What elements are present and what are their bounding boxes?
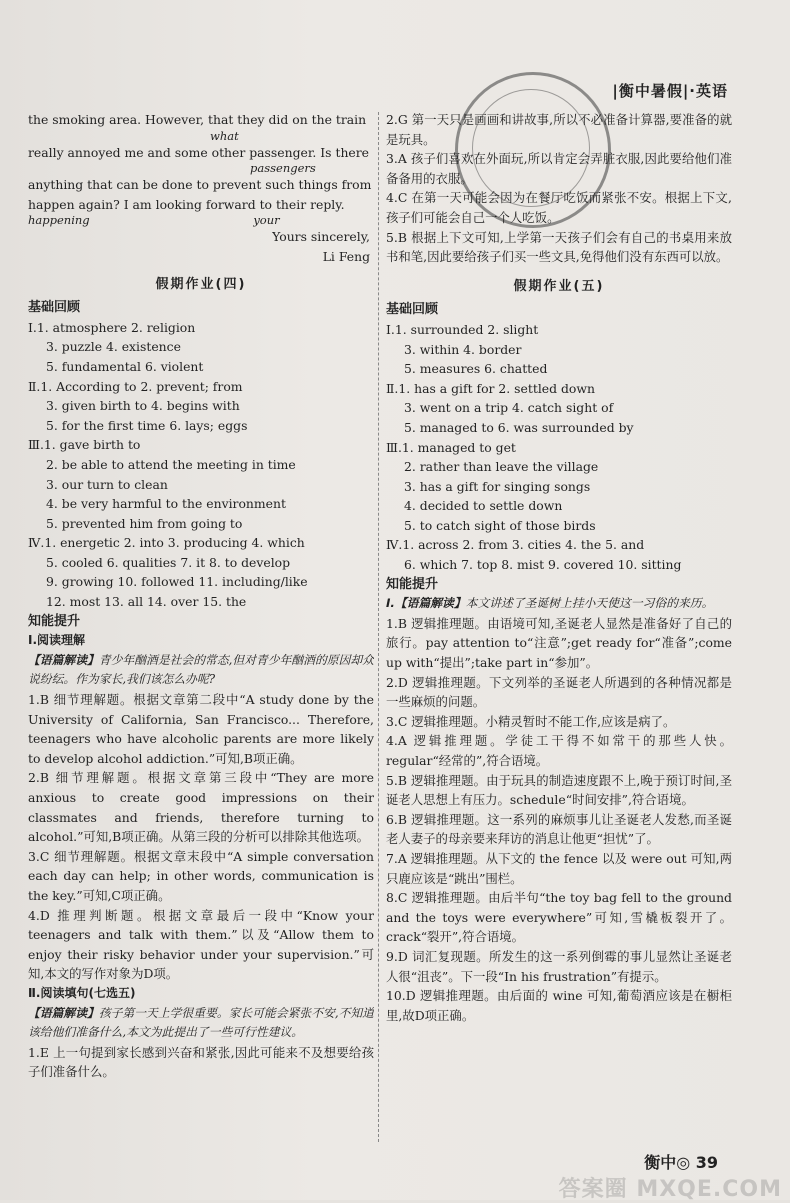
list-item: 3. has a gift for singing songs <box>404 478 591 494</box>
list-item: 3. given birth to 4. begins with <box>46 398 240 414</box>
list-item: 5. cooled 6. qualities 7. it 8. to develop <box>46 554 291 570</box>
cloze-heading: Ⅱ.阅读填句(七选五) <box>28 985 136 1000</box>
cloze-note: 【语篇解读】孩子第一天上学很重要。家长可能会紧张不安,不知道该给他们准备什么,本文为此提出了一些可行性建议。 <box>28 1005 374 1040</box>
list-item: 5. managed to 6. was surrounded by <box>404 419 634 435</box>
answer-item: 3.C 细节理解题。根据文章末段中“A simple conversation each day can help; in other words, communication is the key.”可知,C项正确。 <box>28 848 374 903</box>
correction-passengers: passengers <box>250 162 316 176</box>
answer-item: 2.B 细节理解题。根据文章第三段中“They are more anxious to create good impressions on their classmates and friends, therefore turning to alcohol.”可知,B项正确。从第三段的分析可以排除其他选项。 <box>28 770 374 845</box>
list-item: 2. rather than leave the village <box>404 459 599 475</box>
zhineng-heading-4: 知能提升 <box>28 613 81 629</box>
letter-signature: Li Feng <box>322 248 370 264</box>
header-title: |衡中暑假|·英语 <box>612 82 728 100</box>
reading-heading: Ⅰ.阅读理解 <box>28 633 86 648</box>
story-note: Ⅰ.【语篇解读】本文讲述了圣诞树上挂小天使这一习俗的来历。 <box>386 596 714 611</box>
watermark-logo: 答案圈 MXQE.COM <box>558 1177 782 1202</box>
correction-happening: happening <box>28 214 90 228</box>
section-title-4: 假期作业(四) <box>155 276 247 292</box>
list-item: Ⅰ.1. atmosphere 2. religion <box>28 319 196 335</box>
jichu-heading-4: 基础回顾 <box>28 300 81 316</box>
list-item: 6. which 7. top 8. mist 9. covered 10. sitting <box>404 557 682 573</box>
letter-line-4: happen again? I am looking forward to their reply. <box>28 196 345 212</box>
basic-answers-5 <box>386 320 732 575</box>
list-item: Ⅳ.1. energetic 2. into 3. producing 4. which <box>28 535 305 551</box>
basic-answers-4 <box>28 318 374 612</box>
letter-line-3: anything that can be done to prevent such things from <box>28 177 372 193</box>
answer-item: 5.B 逻辑推理题。由于玩具的制造速度跟不上,晚于预订时间,圣诞老人思想上有压力。schedule“时间安排”,符合语境。 <box>386 772 732 808</box>
list-item: Ⅲ.1. gave birth to <box>28 437 141 453</box>
answer-item: 8.C 逻辑推理题。由后半句“the toy bag fell to the ground and the toys were everywhere”可知,雪橇板裂开了。crack“裂开”,符合语境。 <box>386 890 732 945</box>
list-item: 5. fundamental 6. violent <box>46 358 204 374</box>
list-item: Ⅲ.1. managed to get <box>386 439 516 455</box>
correction-what: what <box>210 129 239 143</box>
answer-item: 7.A 逻辑推理题。从下文的 the fence 以及 were out 可知,两只鹿应该是“跳出”围栏。 <box>386 850 732 886</box>
letter-line-2: really annoyed me and some other passenger. Is there <box>28 144 370 160</box>
answer-item: 10.D 逻辑推理题。由后面的 wine 可知,葡萄酒应该是在橱柜里,故D项正确。 <box>386 988 732 1023</box>
list-item: 3. our turn to clean <box>46 476 168 492</box>
letter-line-1: the smoking area. However, that they did on the train <box>28 112 367 127</box>
jichu-heading-5: 基础回顾 <box>386 302 439 318</box>
list-item: 3. went on a trip 4. catch sight of <box>404 400 614 416</box>
list-item: 5. for the first time 6. lays; eggs <box>46 417 248 433</box>
answer-item: 3.C 逻辑推理题。小精灵暂时不能工作,应该是病了。 <box>386 713 676 729</box>
page-number: 衡中◎ 39 <box>644 1153 718 1172</box>
answer-item: 2.G 第一天只是画画和讲故事,所以不必准备计算器,要准备的就是玩具。 <box>386 112 732 147</box>
list-item: 12. most 13. all 14. over 15. the <box>46 594 247 610</box>
answer-item: 4.A 逻辑推理题。学徒工干得不如常干的那些人快。regular“经常的”,符合语境。 <box>386 733 732 768</box>
answer-item: 1.B 细节理解题。根据文章第二段中“A study done by the University of California, San Francisco... Therefore, teenagers who have alcoholic parents are more likely to develop alcohol addiction.”可知,B项正确。 <box>28 692 374 766</box>
list-item: 5. to catch sight of those birds <box>404 517 596 533</box>
list-item: 2. be able to attend the meeting in time <box>46 456 296 472</box>
right-column <box>386 110 732 1025</box>
left-column <box>28 110 374 1082</box>
list-item: Ⅱ.1. According to 2. prevent; from <box>28 378 243 394</box>
reading-note: 【语篇解读】青少年酗酒是社会的常态,但对青少年酗酒的原因却众说纷纭。作为家长,我们该怎么办呢? <box>28 652 374 687</box>
list-item: 3. puzzle 4. existence <box>46 339 181 355</box>
correction-row-4 <box>28 214 374 227</box>
list-item: Ⅳ.1. across 2. from 3. cities 4. the 5. and <box>386 537 645 553</box>
answer-item: 4.C 在第一天可能会因为在餐厅吃饭而紧张不安。根据上下文,孩子们可能会自己一个人吃饭。 <box>386 190 732 225</box>
column-divider <box>378 112 380 1142</box>
list-item: 5. prevented him from going to <box>46 515 243 531</box>
list-item: 3. within 4. border <box>404 341 522 357</box>
list-item: 4. decided to settle down <box>404 498 563 514</box>
answer-item: 2.D 逻辑推理题。下文列举的圣诞老人所遇到的各种情况都是一些麻烦的问题。 <box>386 674 732 710</box>
section-title-5: 假期作业(五) <box>513 278 605 294</box>
answer-item: 9.D 词汇复现题。所发生的这一系列倒霉的事儿显然让圣诞老人很“沮丧”。下一段“In his frustration”有提示。 <box>386 948 732 984</box>
correction-your: your <box>253 214 280 228</box>
list-item: Ⅱ.1. has a gift for 2. settled down <box>386 380 595 396</box>
list-item: 9. growing 10. followed 11. including/like <box>46 574 308 590</box>
answer-item: 5.B 根据上下文可知,上学第一天孩子们会有自己的书桌用来放书和笔,因此要给孩子们买一些文具,免得他们没有东西可以放。 <box>386 229 732 265</box>
answer-item: 6.B 逻辑推理题。这一系列的麻烦事儿让圣诞老人发愁,而圣诞老人妻子的母亲要来拜访的消息让他更“担忧”了。 <box>386 811 732 847</box>
answer-item: 1.B 逻辑推理题。由语境可知,圣诞老人显然是准备好了自己的旅行。pay attention to“注意”;get ready for“准备”;come up with“提出”;take part in“参加”。 <box>386 615 732 671</box>
letter-closing: Yours sincerely, <box>272 229 370 245</box>
list-item: 5. measures 6. chatted <box>404 361 548 377</box>
zhineng-heading-5: 知能提升 <box>386 576 439 592</box>
answer-item: 1.E 上一句提到家长感到兴奋和紧张,因此可能来不及想要给孩子们准备什么。 <box>28 1044 374 1080</box>
answer-item: 4.D 推理判断题。根据文章最后一段中“Know your teenagers and talk with them.”以及“Allow them to enjoy their risky behavior under your supervision.”可知,本文的写作对象为D项。 <box>28 907 374 982</box>
answer-item: 3.A 孩子们喜欢在外面玩,所以肯定会弄脏衣服,因此要给他们准备备用的衣服。 <box>386 151 732 186</box>
list-item: 4. be very harmful to the environment <box>46 496 286 512</box>
list-item: Ⅰ.1. surrounded 2. slight <box>386 321 539 337</box>
